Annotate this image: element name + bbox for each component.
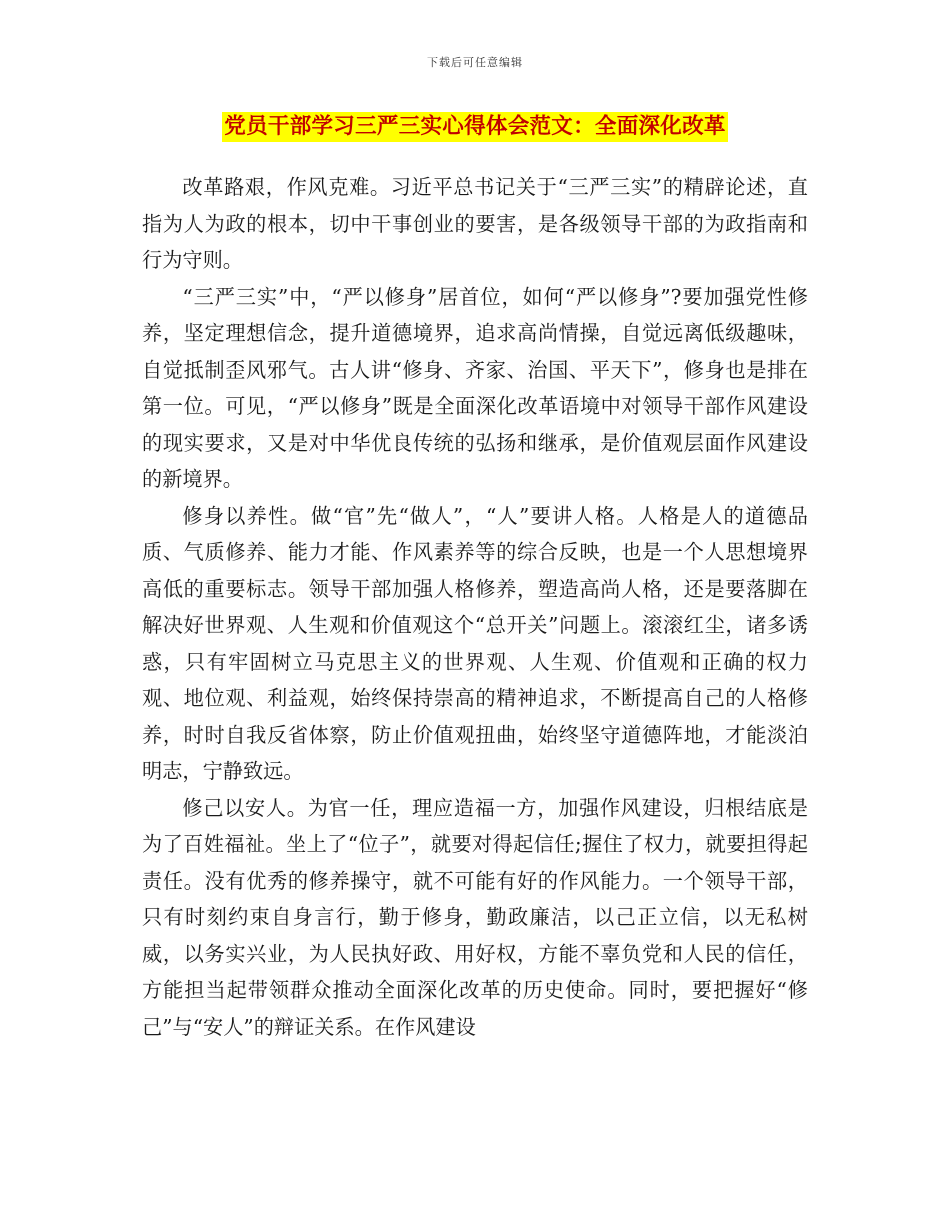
document-body [142,169,808,1045]
document-title: 党员干部学习三严三实心得体会范文：全面深化改革 [222,112,727,142]
body-paragraph-4: 修己以安人。为官一任，理应造福一方，加强作风建设，归根结底是为了百姓福祉。坐上了“位子”，就要对得起信任;握住了权力，就要担得起责任。没有优秀的修养操守，就不可能有好的作风能力。一个领导干部，只有时刻约束自身言行，勤于修身，勤政廉洁，以己正立信，以无私树威，以务实兴业，为人民执好政、用好权，方能不辜负党和人民的信任，方能担当起带领群众推动全面深化改革的历史使命。同时，要把握好“修己”与“安人”的辩证关系。在作风建设 [142,795,808,1039]
body-paragraph-3: 修身以养性。做“官”先“做人”，“人”要讲人格。人格是人的道德品质、气质修养、能力才能、作风素养等的综合反映，也是一个人思想境界高低的重要标志。领导干部加强人格修养，塑造高尚人格，还是要落脚在解决好世界观、人生观和价值观这个“总开关”问题上。滚滚红尘，诸多诱惑，只有牢固树立马克思主义的世界观、人生观、价值观和正确的权力观、地位观、利益观，始终保持崇高的精神追求，不断提高自己的人格修养，时时自我反省体察，防止价值观扭曲，始终坚守道德阵地，才能淡泊明志，宁静致远。 [142,503,808,783]
title-container [0,112,950,142]
page-header-note: 下载后可任意编辑 [427,56,523,69]
body-paragraph-2: “三严三实”中，“严以修身”居首位，如何“严以修身”?要加强党性修养，坚定理想信念，提升道德境界，追求高尚情操，自觉远离低级趣味，自觉抵制歪风邪气。古人讲“修身、齐家、治国、平天下”，修身也是排在第一位。可见，“严以修身”既是全面深化改革语境中对领导干部作风建设的现实要求，又是对中华优良传统的弘扬和继承，是价值观层面作风建设的新境界。 [142,284,808,491]
body-paragraph-1: 改革路艰，作风克难。习近平总书记关于“三严三实”的精辟论述，直指为人为政的根本，切中干事创业的要害，是各级领导干部的为政指南和行为守则。 [142,175,808,272]
